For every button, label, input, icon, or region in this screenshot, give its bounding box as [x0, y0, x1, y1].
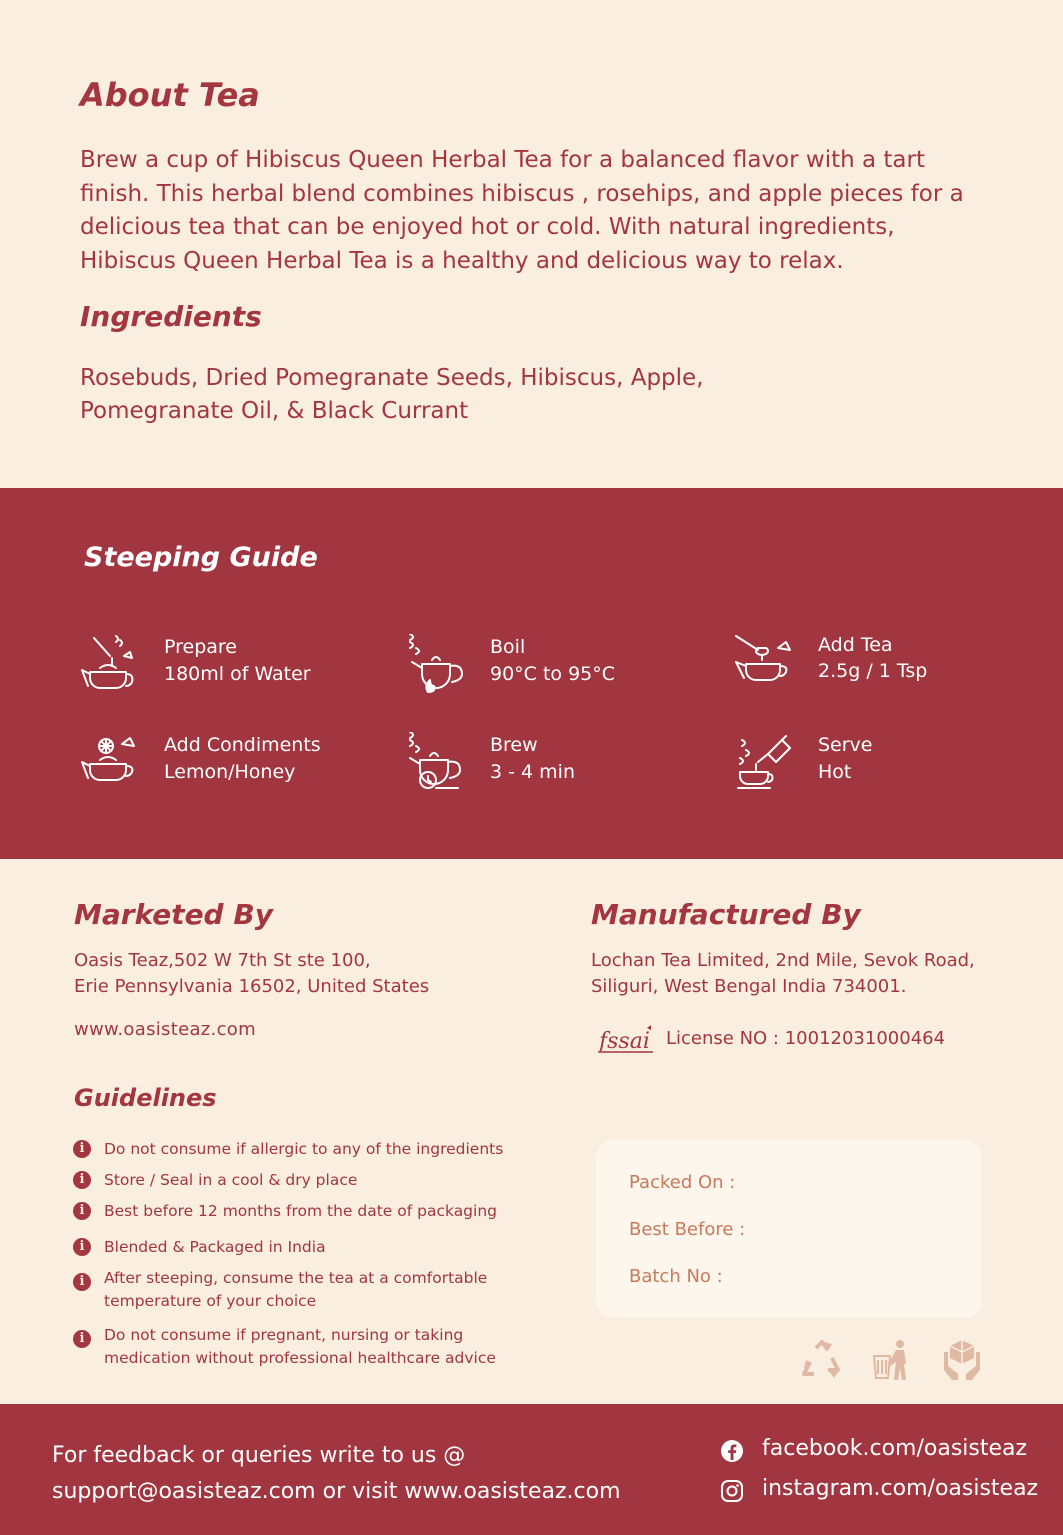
step-value: 3 - 4 min: [490, 761, 575, 783]
step-label: Boil: [490, 636, 526, 658]
facebook-handle[interactable]: facebook.com/oasisteaz: [762, 1436, 1028, 1461]
marketed-by-title: Marketed By: [74, 898, 273, 931]
teapot-lemon-icon: [80, 732, 140, 792]
guideline-text: Store / Seal in a cool & dry place: [104, 1171, 358, 1189]
manufactured-by-title: Manufactured By: [591, 898, 861, 931]
step-value: Hot: [818, 761, 852, 783]
teapot-timer-icon: [406, 732, 466, 792]
manufacturer-address: [591, 948, 1031, 1000]
steeping-guide-title: Steeping Guide: [84, 542, 318, 573]
feedback-line-2[interactable]: support@oasisteaz.com or visit www.oasisteaz.com: [52, 1479, 621, 1504]
info-icon: i: [73, 1273, 91, 1291]
step-brew: [406, 732, 696, 792]
guideline-text: Do not consume if pregnant, nursing or taking medication without professional healthcare advice: [104, 1326, 496, 1367]
best-before-label: Best Before :: [629, 1219, 746, 1240]
ingredients-title: Ingredients: [80, 300, 262, 333]
feedback-text: [52, 1438, 652, 1510]
instagram-handle[interactable]: instagram.com/oasisteaz: [762, 1476, 1039, 1501]
step-boil: [406, 634, 696, 694]
marketed-website-link[interactable]: www.oasisteaz.com: [74, 1019, 256, 1040]
manufacturer-address-line-1: Lochan Tea Limited, 2nd Mile, Sevok Road,: [591, 950, 975, 971]
steeping-guide-section: [0, 488, 1063, 859]
manufacturer-address-line-2: Siliguri, West Bengal India 734001.: [591, 976, 907, 997]
info-icon: i: [73, 1171, 91, 1189]
step-prepare: [80, 634, 370, 694]
teapot-serve-icon: [734, 732, 794, 792]
step-label: Add Condiments: [164, 734, 321, 756]
step-label: Prepare: [164, 636, 237, 658]
step-value: 180ml of Water: [164, 663, 311, 685]
step-add-tea: [734, 634, 1024, 694]
feedback-line-1: For feedback or queries write to us @: [52, 1443, 466, 1468]
teapot-add-tea-icon: [734, 634, 794, 694]
teapot-prepare-icon: [80, 634, 140, 694]
handle-with-care-icon: [940, 1338, 984, 1382]
instagram-icon: [720, 1479, 744, 1503]
guideline-text: Best before 12 months from the date of packaging: [104, 1202, 497, 1220]
footer: [0, 1404, 1063, 1535]
facebook-icon: [720, 1439, 744, 1463]
info-icon: i: [73, 1202, 91, 1220]
step-label: Add Tea: [818, 634, 893, 656]
fssai-logo: [597, 1024, 655, 1056]
teapot-boil-icon: [406, 634, 466, 694]
packing-info-box: [596, 1140, 982, 1318]
step-value: Lemon/Honey: [164, 761, 296, 783]
info-icon: i: [73, 1330, 91, 1348]
guidelines-title: Guidelines: [74, 1084, 217, 1112]
about-title: About Tea: [80, 76, 260, 114]
fssai-logo-text: fssai: [599, 1029, 650, 1054]
step-label: Serve: [818, 734, 873, 756]
step-label: Brew: [490, 734, 538, 756]
guideline-text: Do not consume if allergic to any of the ingredients: [104, 1140, 504, 1158]
marketed-address-line-2: Erie Pennsylvania 16502, United States: [74, 976, 430, 997]
dispose-bin-icon: [870, 1338, 914, 1382]
ingredients-line-2: Pomegranate Oil, & Black Currant: [80, 398, 469, 424]
license-number: License NO : 10012031000464: [666, 1028, 946, 1049]
step-add-condiments: [80, 732, 370, 792]
step-value: 2.5g / 1 Tsp: [818, 660, 928, 682]
guideline-text: Blended & Packaged in India: [104, 1238, 326, 1256]
recycle-icon: [800, 1338, 844, 1382]
about-text: Brew a cup of Hibiscus Queen Herbal Tea for a balanced flavor with a tart finish. This herbal blend combines hibiscus , rosehips, and apple pieces for a delicious tea that can be enjoyed hot or cold. With natural ingredients, Hibiscus Queen Herbal Tea is a healthy and delicious way to relax.: [80, 147, 964, 274]
batch-no-label: Batch No :: [629, 1266, 723, 1287]
step-value: 90°C to 95°C: [490, 663, 616, 685]
marketed-address: [74, 948, 544, 1000]
packed-on-label: Packed On :: [629, 1172, 736, 1193]
info-icon: i: [73, 1140, 91, 1158]
ingredients-line-1: Rosebuds, Dried Pomegranate Seeds, Hibiscus, Apple,: [80, 365, 704, 391]
step-serve: [734, 732, 1024, 792]
eco-icons: [800, 1338, 980, 1384]
marketed-address-line-1: Oasis Teaz,502 W 7th St ste 100,: [74, 950, 371, 971]
guideline-text: After steeping, consume the tea at a comfortable temperature of your choice: [104, 1269, 488, 1310]
info-icon: i: [73, 1238, 91, 1256]
ingredients-text: [80, 362, 740, 428]
